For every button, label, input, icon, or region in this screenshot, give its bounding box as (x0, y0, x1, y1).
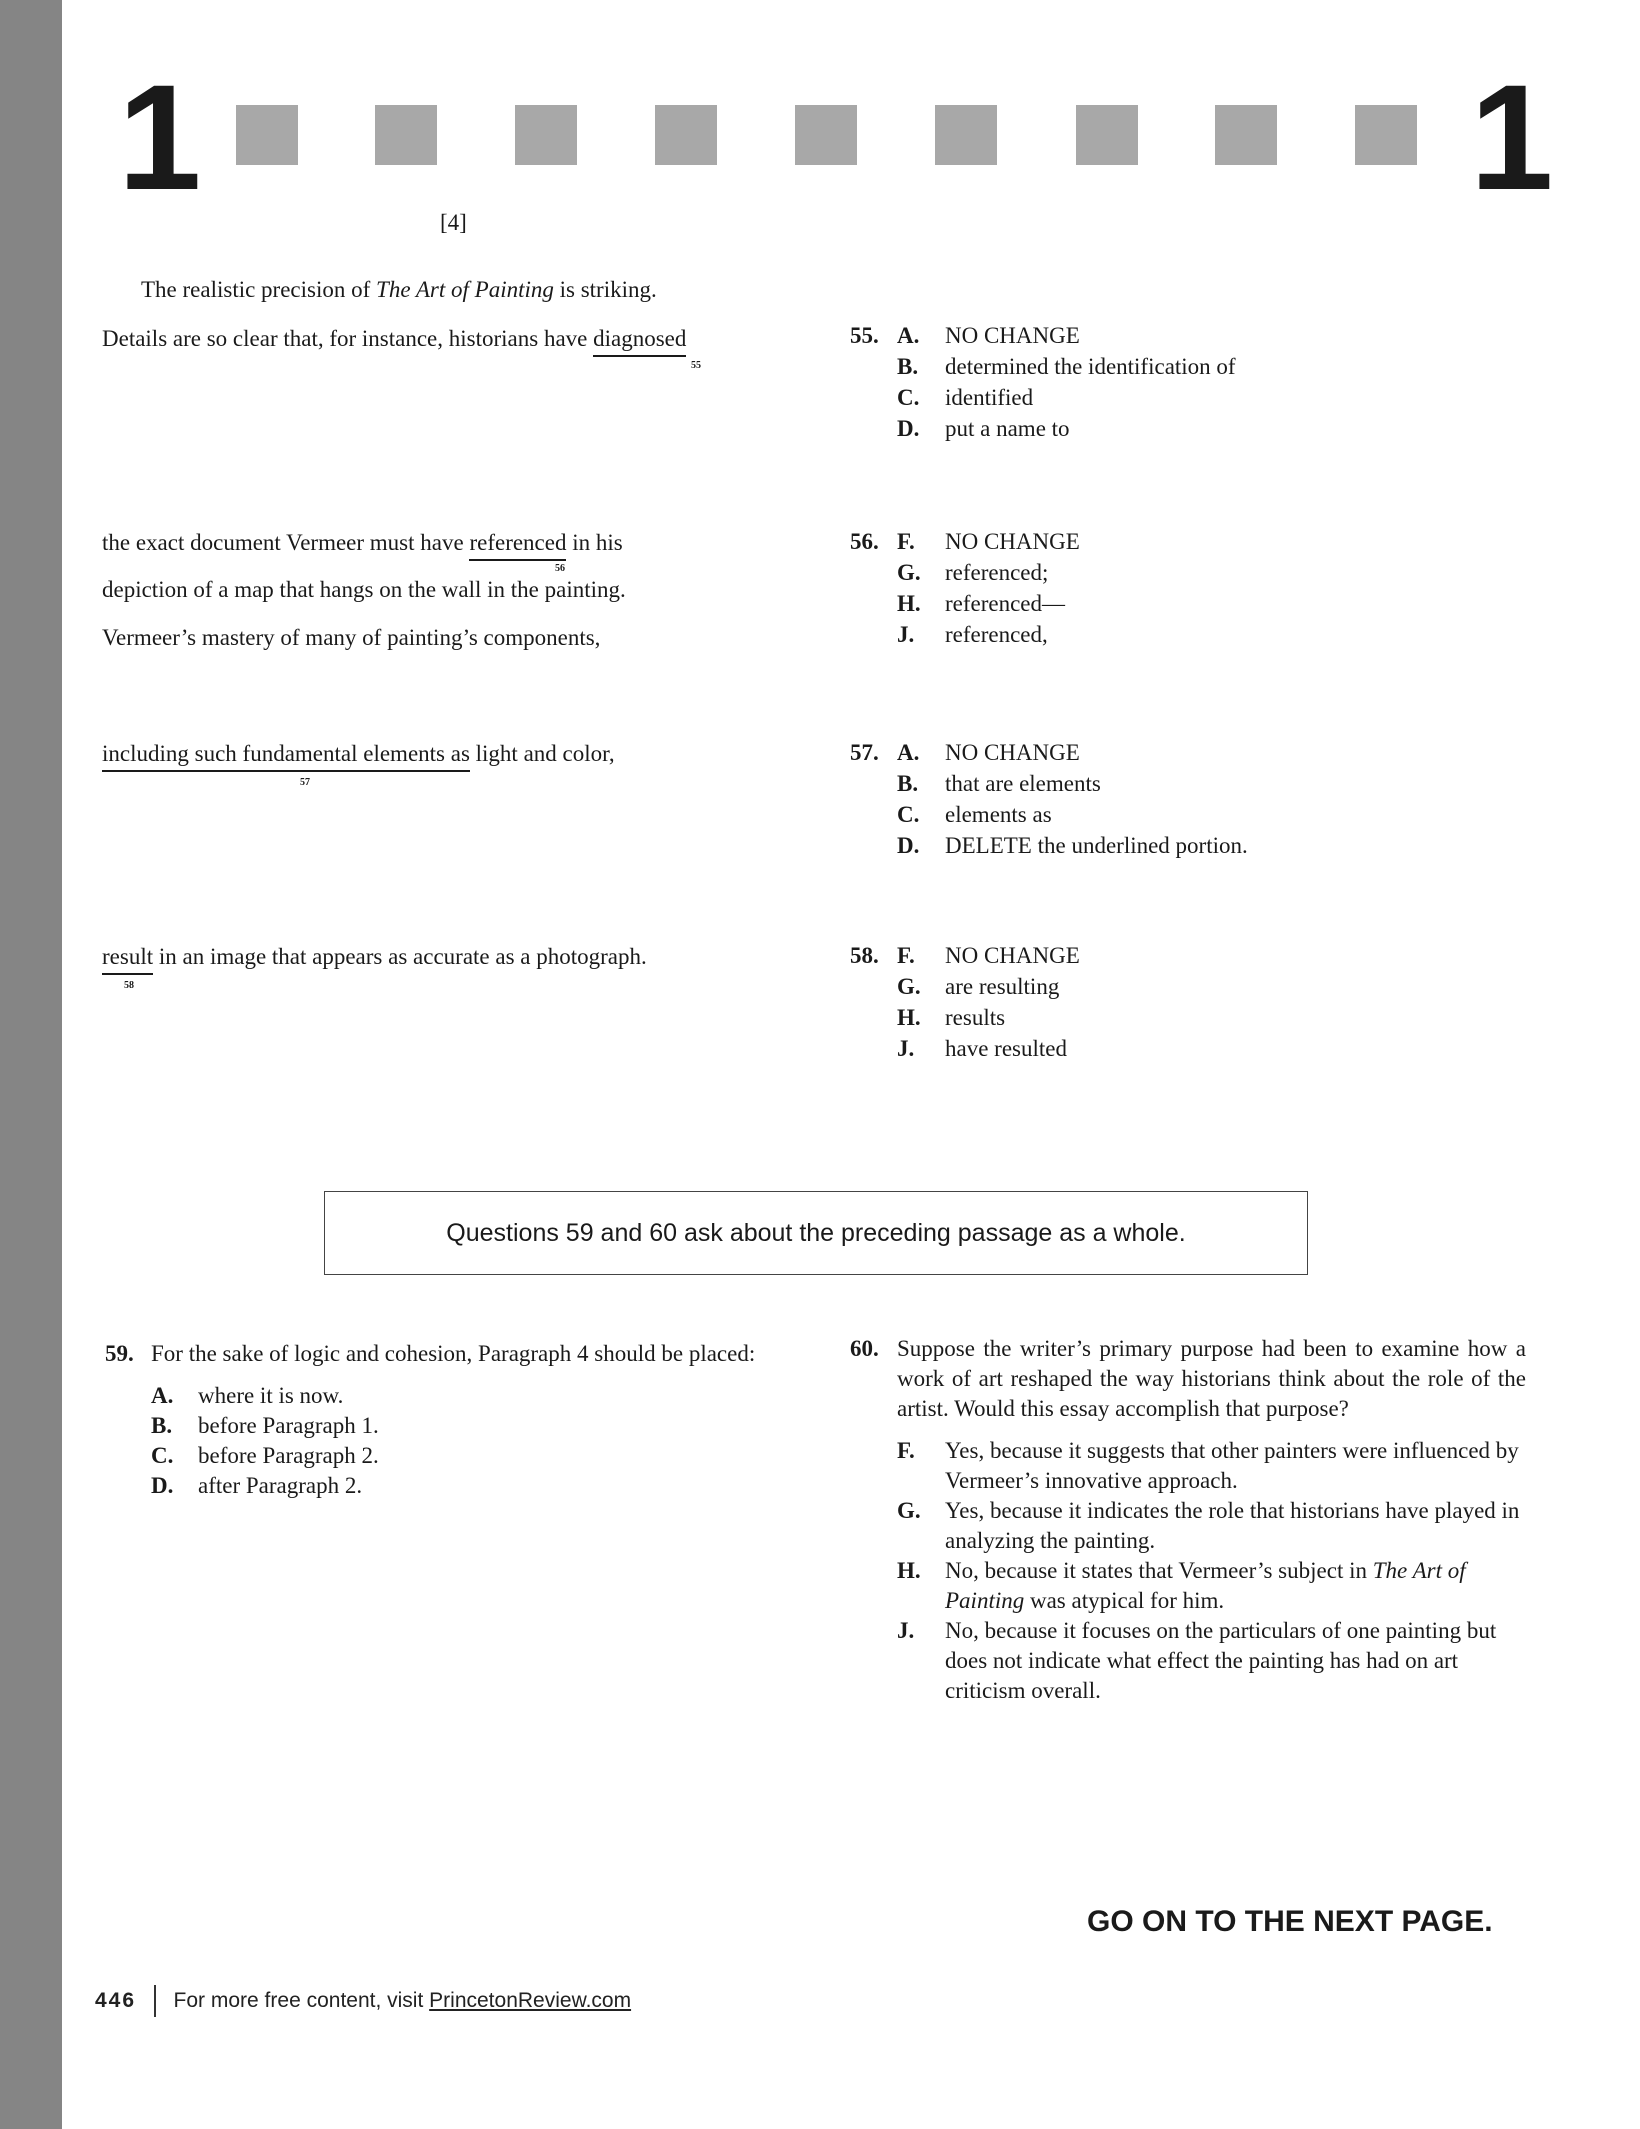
option-row[interactable]: D. after Paragraph 2. (151, 1473, 363, 1498)
page-edge-bar (0, 0, 62, 2129)
princeton-review-link[interactable]: PrincetonReview.com (429, 1989, 632, 2012)
option-row[interactable]: C. before Paragraph 2. (151, 1443, 379, 1468)
question-marker-55: 55 (691, 360, 701, 371)
question-stem: 60. Suppose the writer’s primary purpose had been to examine how a work of art reshaped the way historians think about the role of the artist. Would this essay accomplish that purpose? (850, 1336, 1526, 1421)
section-marker-square (375, 105, 437, 165)
whole-passage-notice: Questions 59 and 60 ask about the preceding passage as a whole. (324, 1191, 1308, 1275)
underlined-portion-55[interactable]: diagnosed (593, 326, 686, 357)
option-row[interactable]: C. identified (897, 385, 1034, 410)
option-row[interactable]: A. where it is now. (151, 1383, 344, 1408)
passage-line: Details are so clear that, for instance, historians have diagnosed (102, 327, 686, 350)
question-56-options (850, 526, 1080, 650)
footer-text: For more free content, visit (173, 1989, 424, 2012)
section-marker-square (795, 105, 857, 165)
passage-line: depiction of a map that hangs on the wall in the painting. (102, 577, 626, 602)
option-row[interactable]: J. have resulted (897, 1036, 1067, 1061)
question-60 (850, 1334, 1526, 1706)
option-row[interactable]: B. before Paragraph 1. (151, 1413, 379, 1438)
option-row[interactable]: G. Yes, because it indicates the role that historians have played in analyzing the painting. (897, 1498, 1520, 1553)
page-number: 446 (95, 1989, 137, 2012)
option-row[interactable]: F. Yes, because it suggests that other painters were influenced by Vermeer’s innovative approach. (897, 1438, 1519, 1493)
footer-divider (154, 1985, 156, 2017)
passage-line: result in an image that appears as accurate as a photograph. (102, 945, 647, 968)
section-marker-square (1076, 105, 1138, 165)
option-row[interactable]: G. are resulting (897, 974, 1060, 999)
question-marker-57: 57 (300, 777, 310, 788)
section-marker-square (515, 105, 577, 165)
question-59 (105, 1339, 780, 1501)
page-footer (95, 1985, 631, 2017)
section-marker-square (935, 105, 997, 165)
underlined-portion-58[interactable]: result (102, 944, 153, 975)
question-57-options (850, 737, 1248, 861)
question-55-options (850, 320, 1236, 444)
option-row[interactable]: H. No, because it states that Vermeer’s subject in The Art of Painting was atypical for him. (897, 1558, 1466, 1613)
option-row[interactable]: J. No, because it focuses on the particulars of one painting but does not indicate what effect the painting has had on art criticism overall. (897, 1618, 1497, 1703)
section-marker-square (655, 105, 717, 165)
underlined-portion-57[interactable]: including such fundamental elements as (102, 741, 470, 772)
underlined-portion-56[interactable]: referenced (469, 530, 566, 561)
option-row[interactable]: 58. F. NO CHANGE (850, 943, 1080, 968)
option-row[interactable]: G. referenced; (897, 560, 1049, 585)
section-number-right: 1 (1470, 53, 1550, 221)
section-marker-square (236, 105, 298, 165)
question-stem: 59. For the sake of logic and cohesion, Paragraph 4 should be placed: (105, 1341, 756, 1366)
option-row[interactable]: D. put a name to (897, 416, 1070, 441)
option-row[interactable]: 55. A. NO CHANGE (850, 323, 1080, 348)
go-on-notice: GO ON TO THE NEXT PAGE. (1087, 1905, 1493, 1938)
option-row[interactable]: H. referenced— (897, 591, 1066, 616)
option-row[interactable]: B. determined the identification of (897, 354, 1236, 379)
paragraph-label: [4] (440, 210, 467, 235)
option-row[interactable]: D. DELETE the underlined portion. (897, 833, 1248, 858)
section-number-left: 1 (118, 53, 198, 221)
option-row[interactable]: C. elements as (897, 802, 1052, 827)
option-row[interactable]: B. that are elements (897, 771, 1101, 796)
passage-line: the exact document Vermeer must have referenced in his (102, 531, 623, 554)
passage-line: including such fundamental elements as light and color, (102, 742, 615, 765)
passage-line: The realistic precision of The Art of Painting is striking. (141, 277, 657, 302)
option-row[interactable]: J. referenced, (897, 622, 1048, 647)
passage-line: Vermeer’s mastery of many of painting’s components, (102, 625, 601, 650)
question-marker-58: 58 (124, 980, 134, 991)
option-row[interactable]: 57. A. NO CHANGE (850, 740, 1080, 765)
option-row[interactable]: 56. F. NO CHANGE (850, 529, 1080, 554)
section-marker-square (1355, 105, 1417, 165)
option-row[interactable]: H. results (897, 1005, 1006, 1030)
question-marker-56: 56 (555, 563, 565, 574)
question-58-options (850, 940, 1080, 1064)
section-marker-square (1215, 105, 1277, 165)
